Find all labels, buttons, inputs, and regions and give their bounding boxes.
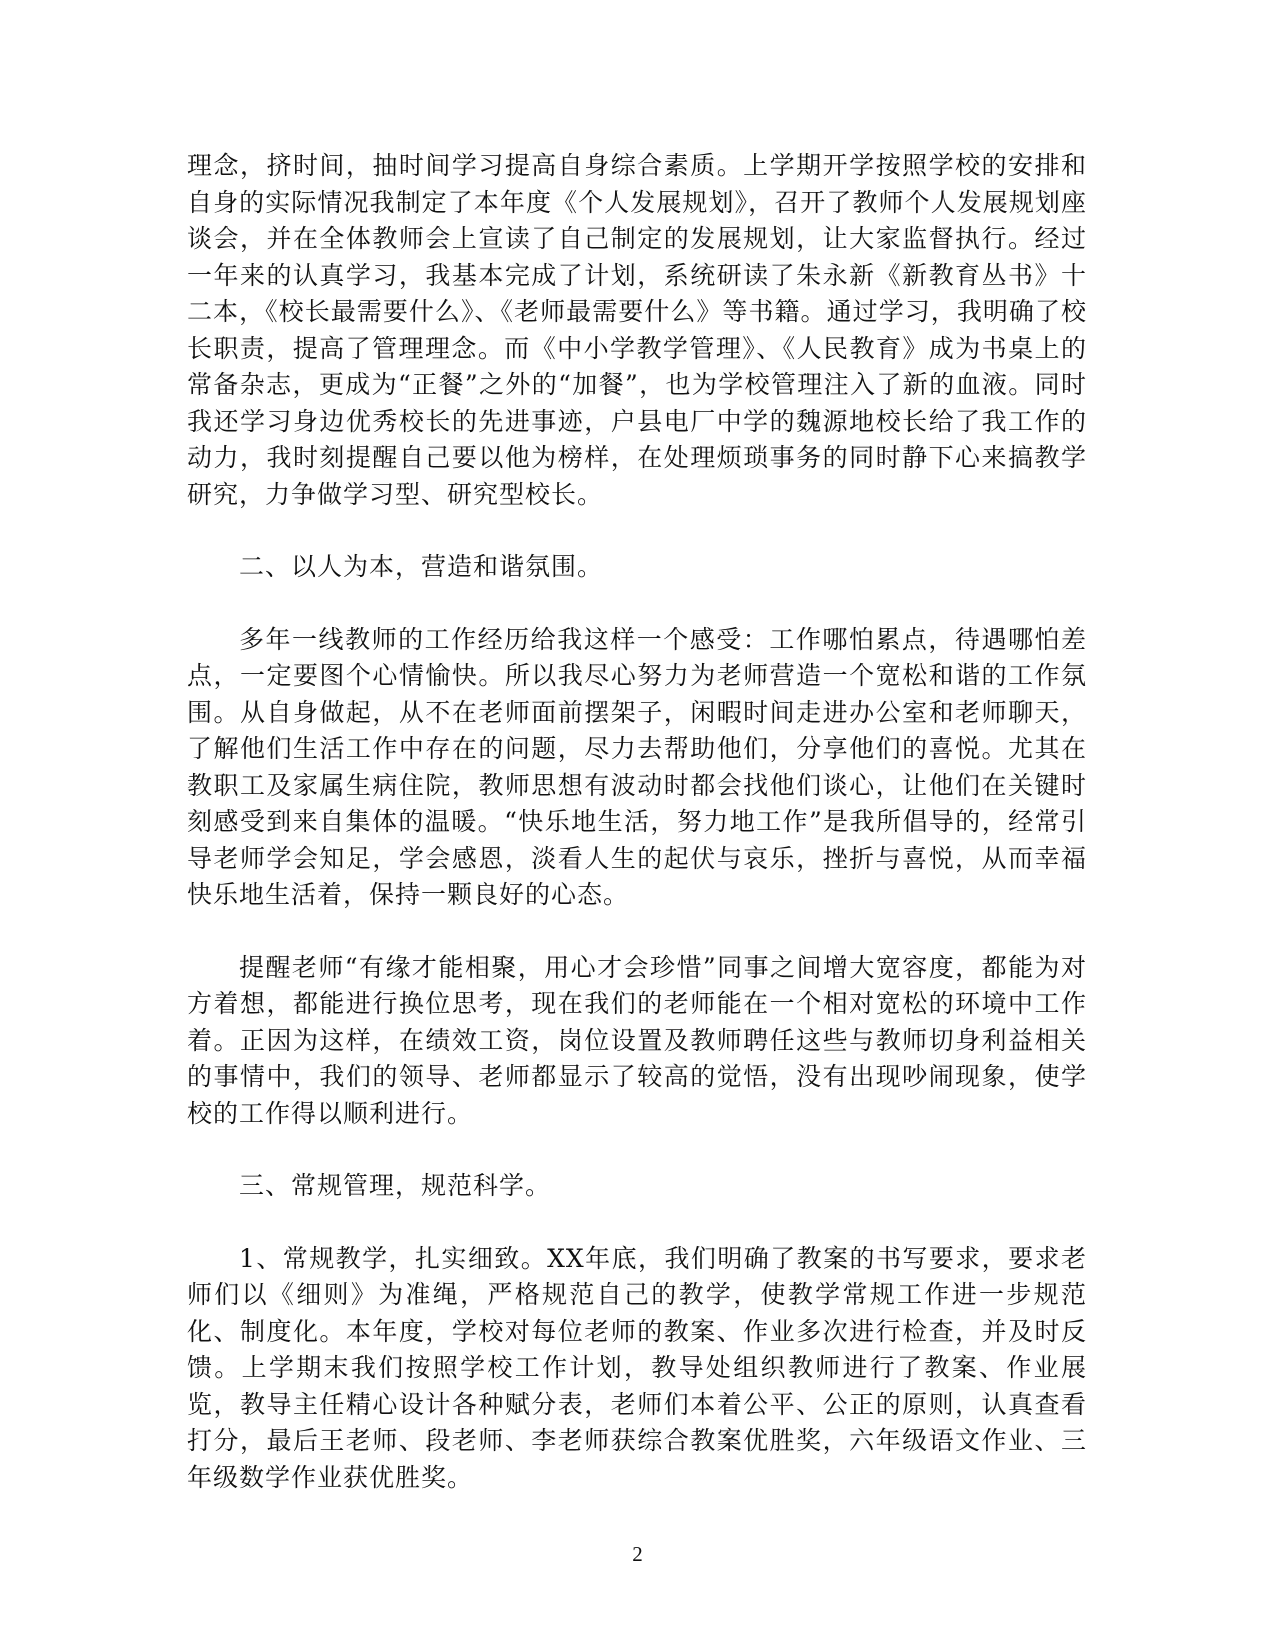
section-heading-three: 三、常规管理，规范科学。 <box>239 1171 552 1200</box>
paragraph-harmony: 多年一线教师的工作经历给我这样一个感受：工作哪怕累点，待遇哪怕差点，一定要图个心情愉快。所以我尽心努力为老师营造一个宽松和谐的工作氛围。从自身做起，从不在老师面前摆架子，闲暇时间走进办公室和老师聊天，了解他们生活工作中存在的问题，尽力去帮助他们，分享他们的喜悦。尤其在教职工及家属生病住院，教师思想有波动时都会找他们谈心，让他们在关键时刻感受到来自集体的温暖。“快乐地生活，努力地工作”是我所倡导的，经常引导老师学会知足，学会感恩，淡看人生的起伏与哀乐，挫折与喜悦，从而幸福快乐地生活着，保持一颗良好的心态。 <box>187 624 1087 909</box>
page-number: 2 <box>632 1542 643 1566</box>
paragraph-routine-teaching: 1、常规教学，扎实细致。XX年底，我们明确了教案的书写要求，要求老师们以《细则》为准绳，严格规范自己的教学，使教学常规工作进一步规范化、制度化。本年度，学校对每位老师的教案、作业多次进行检查，并及时反馈。上学期末我们按照学校工作计划，教导处组织教师进行了教案、作业展览，教导主任精心设计各种赋分表，老师们本着公平、公正的原则，认真查看打分，最后王老师、段老师、李老师获综合教案优胜奖，六年级语文作业、三年级数学作业获优胜奖。 <box>187 1243 1087 1492</box>
paragraph-reminder: 提醒老师“有缘才能相聚，用心才会珍惜”同事之间增大宽容度，都能为对方着想，都能进行换位思考，现在我们的老师能在一个相对宽松的环境中工作着。正因为这样，在绩效工资，岗位设置及教师聘任这些与教师切身利益相关的事情中，我们的领导、老师都显示了较高的觉悟，没有出现吵闹现象，使学校的工作得以顺利进行。 <box>187 952 1087 1128</box>
document-body <box>187 148 1087 1532</box>
section-heading-two: 二、以人为本，营造和谐氛围。 <box>239 552 604 581</box>
paragraph-continued-study: 理念，挤时间，抽时间学习提高自身综合素质。上学期开学按照学校的安排和自身的实际情况我制定了本年度《个人发展规划》，召开了教师个人发展规划座谈会，并在全体教师会上宣读了自己制定的发展规划，让大家监督执行。经过一年来的认真学习，我基本完成了计划，系统研读了朱永新《新教育丛书》十二本，《校长最需要什么》、《老师最需要什么》等书籍。通过学习，我明确了校长职责，提高了管理理念。而《中小学教学管理》、《人民教育》成为书桌上的常备杂志，更成为“正餐”之外的“加餐”，也为学校管理注入了新的血液。同时我还学习身边优秀校长的先进事迹，户县电厂中学的魏源地校长给了我工作的动力，我时刻提醒自己要以他为榜样，在处理烦琐事务的同时静下心来搞教学研究，力争做学习型、研究型校长。 <box>187 151 1087 509</box>
